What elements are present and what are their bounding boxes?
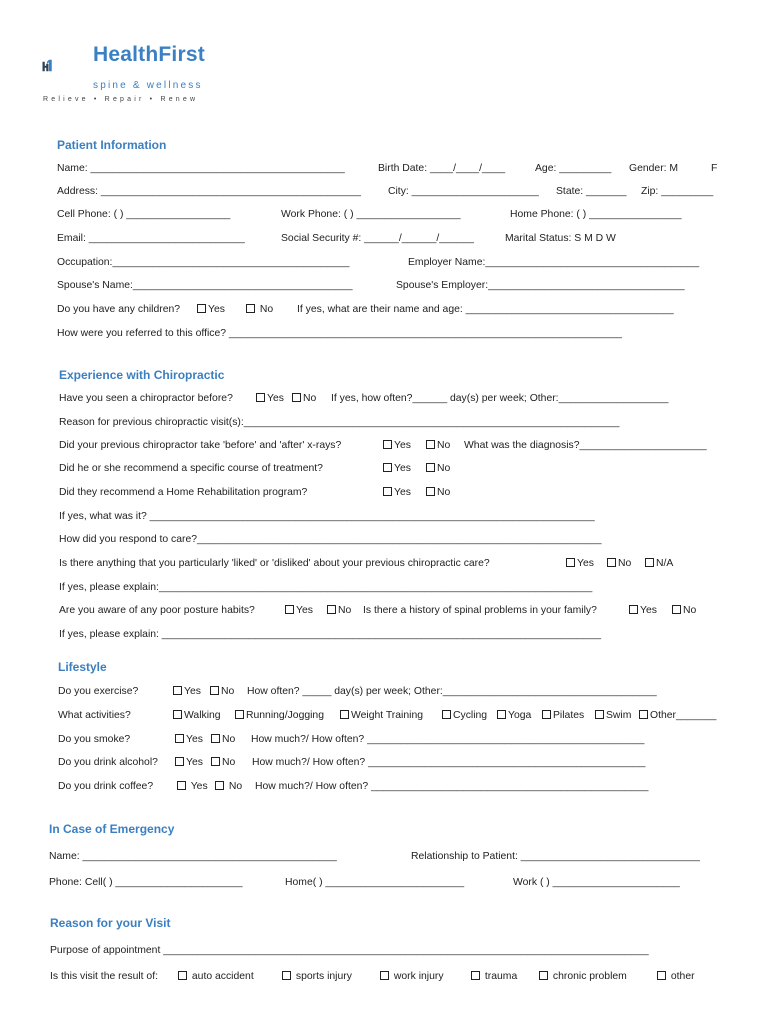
activity-other-checkbox[interactable] [639,709,716,722]
checkbox-icon [542,710,551,719]
email-field[interactable]: Email: ___________________________ [57,233,245,244]
smoke-question: Do you smoke? [58,734,131,745]
exercise-how-often-field[interactable]: How often? _____ day(s) per week; Other:_____________________________________ [247,686,657,697]
visit-trauma-checkbox[interactable] [471,970,517,983]
emergency-work-field[interactable]: Work ( ) ______________________ [513,877,680,888]
coffee-question: Do you drink coffee? [58,781,154,792]
section-heading-patient: Patient Information [57,138,167,152]
checkbox-icon [285,605,294,614]
option-label: sports injury [295,971,352,982]
option-label: Weight Training [351,710,424,721]
explain-field-1[interactable]: If yes, please explain:___________________________________________________________________________ [59,582,593,593]
visit-work-injury-checkbox[interactable] [380,970,444,983]
occupation-field[interactable]: Occupation:_________________________________________ [57,257,350,268]
option-label: Pilates [553,710,585,721]
checkbox-icon [246,304,255,313]
emergency-name-field[interactable]: Name: ____________________________________________ [49,851,337,862]
checkbox-icon [380,971,389,980]
option-label: Walking [184,710,221,721]
posture-no-checkbox[interactable] [327,604,351,617]
city-field[interactable]: City: ______________________ [388,186,539,197]
option-label: Swim [606,710,632,721]
checkbox-icon [211,757,220,766]
checkbox-icon [327,605,336,614]
what-was-it-field[interactable]: If yes, what was it? _____________________________________________________________________________ [59,511,595,522]
option-label: auto accident [191,971,254,982]
checkbox-icon [235,710,244,719]
spouse-employer-field[interactable]: Spouse's Employer:__________________________________ [396,280,685,291]
alcohol-how-much-field[interactable]: How much?/ How often? ________________________________________________ [252,757,646,768]
checkbox-icon [426,487,435,496]
option-label: Yes [186,757,203,768]
ssn-field[interactable]: Social Security #: ______/______/______ [281,233,474,244]
checkbox-icon [282,971,291,980]
checkbox-icon [173,710,182,719]
visit-other-checkbox[interactable] [657,970,695,983]
posture-question: Are you aware of any poor posture habits? [59,605,255,616]
option-label: No [338,605,352,616]
history-no-checkbox[interactable] [672,604,696,617]
exercise-no-checkbox[interactable] [210,685,234,698]
rehab-yes-checkbox[interactable] [383,486,411,499]
checkbox-icon [672,605,681,614]
option-label: trauma [484,971,518,982]
checkbox-icon [629,605,638,614]
gender-field[interactable]: Gender: M [629,163,679,174]
course-treatment-question: Did he or she recommend a specific course of treatment? [59,463,323,474]
liked-disliked-question: Is there anything that you particularly 'liked' or 'disliked' about your previous chiropractic care? [59,558,490,569]
section-heading-chiropractic: Experience with Chiropractic [59,368,225,382]
purpose-field[interactable]: Purpose of appointment ____________________________________________________________________________________ [50,945,649,956]
checkbox-icon [383,487,392,496]
name-field[interactable]: Name: ____________________________________________ [57,163,345,174]
activity-weight-training-checkbox[interactable] [340,709,423,722]
option-label: No [303,393,317,404]
smoke-yes-checkbox[interactable] [175,733,203,746]
checkbox-icon [426,440,435,449]
smoke-no-checkbox[interactable] [211,733,235,746]
activity-pilates-checkbox[interactable] [542,709,584,722]
checkbox-icon [657,971,666,980]
referred-field[interactable]: How were you referred to this office? ____________________________________________________________________ [57,328,622,339]
emergency-home-field[interactable]: Home( ) ________________________ [285,877,465,888]
option-label: Running/Jogging [246,710,324,721]
liked-no-checkbox[interactable] [607,557,631,570]
employer-field[interactable]: Employer Name:_____________________________________ [408,257,700,268]
option-label: N/A [656,558,674,569]
option-label: Yes [577,558,594,569]
alcohol-yes-checkbox[interactable] [175,756,203,769]
option-label: No [618,558,632,569]
checkbox-icon [607,558,616,567]
healthfirst-logo-icon [42,42,92,94]
checkbox-icon [595,710,604,719]
how-often-field[interactable]: If yes, how often?______ day(s) per week; Other:___________________ [331,393,669,404]
rehab-no-checkbox[interactable] [426,486,450,499]
option-label: chronic problem [552,971,627,982]
seen-no-checkbox[interactable] [292,392,316,405]
checkbox-icon [215,781,224,790]
birth-date-field[interactable]: Birth Date: ____/____/____ [378,163,506,174]
state-field[interactable]: State: _______ [556,186,627,197]
cell-phone-field[interactable]: Cell Phone: ( ) __________________ [57,209,231,220]
age-field[interactable]: Age: _________ [535,163,612,174]
checkbox-icon [178,971,187,980]
coffee-how-much-field[interactable]: How much?/ How often? ________________________________________________ [255,781,649,792]
reason-previous-visit-field[interactable]: Reason for previous chiropractic visit(s):_________________________________________________________________ [59,417,620,428]
home-rehab-question: Did they recommend a Home Rehabilitation program? [59,487,308,498]
option-label: No [437,440,451,451]
coffee-no-checkbox[interactable] [215,780,242,793]
history-yes-checkbox[interactable] [629,604,657,617]
respond-to-care-field[interactable]: How did you respond to care?______________________________________________________________________ [59,534,602,545]
option-label: No [437,463,451,474]
option-label: Yes [267,393,284,404]
option-label: No [228,781,243,792]
activities-question: What activities? [58,710,131,721]
option-label: Yes [394,440,411,451]
checkbox-icon [292,393,301,402]
activity-yoga-checkbox[interactable] [497,709,531,722]
option-label: Yoga [508,710,532,721]
visit-result-question: Is this visit the result of: [50,971,158,982]
section-heading-emergency: In Case of Emergency [49,822,175,836]
checkbox-icon [177,781,186,790]
checkbox-icon [197,304,206,313]
option-label: other [670,971,695,982]
emergency-cell-field[interactable]: Phone: Cell( ) ______________________ [49,877,243,888]
option-label: Cycling [453,710,488,721]
exercise-question: Do you exercise? [58,686,139,697]
option-label: Yes [394,463,411,474]
marital-status-field[interactable]: Marital Status: S M D W [505,233,616,244]
course-yes-checkbox[interactable] [383,462,411,475]
children-question: Do you have any children? [57,304,181,315]
seen-chiropractor-question: Have you seen a chiropractor before? [59,393,233,404]
option-label: Yes [394,487,411,498]
course-no-checkbox[interactable] [426,462,450,475]
checkbox-icon [256,393,265,402]
checkbox-icon [426,463,435,472]
coffee-yes-checkbox[interactable] [177,780,208,793]
xray-yes-checkbox[interactable] [383,439,411,452]
alcohol-no-checkbox[interactable] [211,756,235,769]
option-label: No [221,686,235,697]
checkbox-icon [442,710,451,719]
checkbox-icon [175,757,184,766]
visit-auto-accident-checkbox[interactable] [178,970,254,983]
checkbox-icon [645,558,654,567]
visit-sports-injury-checkbox[interactable] [282,970,352,983]
posture-yes-checkbox[interactable] [285,604,313,617]
spouse-name-field[interactable]: Spouse's Name:______________________________________ [57,280,353,291]
zip-field[interactable]: Zip: _________ [641,186,714,197]
emergency-relationship-field[interactable]: Relationship to Patient: _______________________________ [411,851,700,862]
logo-subtitle: spine & wellness [93,80,203,91]
checkbox-icon [539,971,548,980]
checkbox-icon [175,734,184,743]
family-history-question: Is there a history of spinal problems in your family? [363,605,597,616]
xray-no-checkbox[interactable] [426,439,450,452]
home-phone-field[interactable]: Home Phone: ( ) ________________ [510,209,682,220]
option-label: Yes [190,781,208,792]
activity-running-checkbox[interactable] [235,709,324,722]
children-names-field[interactable]: If yes, what are their name and age: ____________________________________ [297,304,674,315]
option-label: Other_______ [650,710,717,721]
activity-swim-checkbox[interactable] [595,709,631,722]
exercise-yes-checkbox[interactable] [173,685,201,698]
checkbox-icon [173,686,182,695]
activity-walking-checkbox[interactable] [173,709,221,722]
logo-tagline: Relieve • Repair • Renew [43,96,199,103]
section-heading-visit: Reason for your Visit [50,916,171,930]
option-label: work injury [393,971,444,982]
option-label: No [259,304,274,315]
smoke-how-much-field[interactable]: How much?/ How often? ________________________________________________ [251,734,645,745]
explain-field-2[interactable]: If yes, please explain: ____________________________________________________________________________ [59,629,601,640]
checkbox-icon [497,710,506,719]
option-label: No [683,605,697,616]
checkbox-icon [639,710,648,719]
work-phone-field[interactable]: Work Phone: ( ) __________________ [281,209,461,220]
visit-chronic-problem-checkbox[interactable] [539,970,627,983]
address-field[interactable]: Address: _____________________________________________ [57,186,361,197]
checkbox-icon [566,558,575,567]
alcohol-question: Do you drink alcohol? [58,757,158,768]
option-label: Yes [640,605,657,616]
checkbox-icon [383,440,392,449]
option-label: Yes [208,304,225,315]
logo-name: HealthFirst [93,43,205,66]
children-yes-checkbox[interactable] [197,303,225,316]
option-label: No [437,487,451,498]
checkbox-icon [210,686,219,695]
option-label: Yes [296,605,313,616]
option-label: Yes [184,686,201,697]
section-heading-lifestyle: Lifestyle [58,660,107,674]
activity-cycling-checkbox[interactable] [442,709,487,722]
option-label: Yes [186,734,203,745]
xray-question: Did your previous chiropractor take 'before' and 'after' x-rays? [59,440,342,451]
option-label: No [222,734,236,745]
liked-yes-checkbox[interactable] [566,557,594,570]
gender-f-option[interactable]: F [711,163,718,174]
liked-na-checkbox[interactable] [645,557,673,570]
seen-yes-checkbox[interactable] [256,392,284,405]
checkbox-icon [383,463,392,472]
option-label: No [222,757,236,768]
checkbox-icon [340,710,349,719]
diagnosis-field[interactable]: What was the diagnosis?______________________ [464,440,707,451]
checkbox-icon [211,734,220,743]
children-no-checkbox[interactable] [246,303,273,316]
checkbox-icon [471,971,480,980]
